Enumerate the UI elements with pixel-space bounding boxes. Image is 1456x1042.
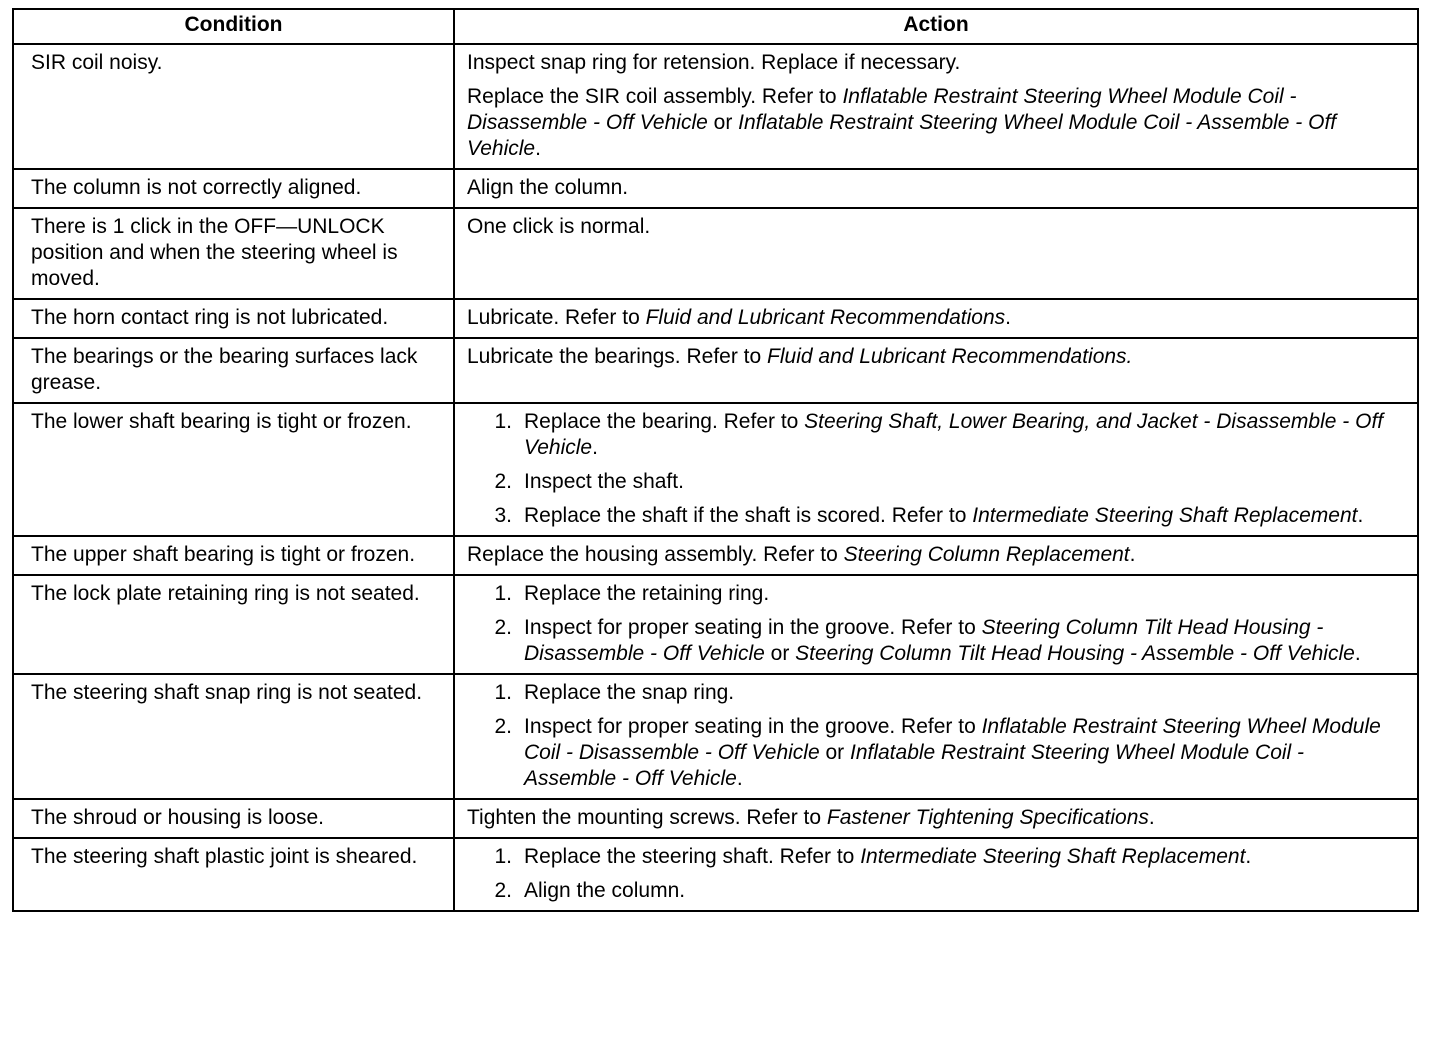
action-text: Replace the retaining ring. xyxy=(524,582,770,605)
table-header-row xyxy=(13,9,1418,44)
step-number: 2. xyxy=(494,616,512,639)
action-text: Inspect for proper seating in the groove. Refer to xyxy=(524,715,982,738)
action-cell xyxy=(454,575,1418,674)
action-text: or xyxy=(819,741,850,764)
reference-link-text: Fluid and Lubricant Recommendations. xyxy=(767,345,1133,368)
action-text: Tighten the mounting screws. Refer to xyxy=(467,806,827,829)
action-text: . xyxy=(736,767,743,790)
action-text: . xyxy=(1005,306,1011,329)
action-text: Replace the housing assembly. Refer to xyxy=(467,543,844,566)
reference-link-text: Fastener Tightening Specifications xyxy=(826,806,1149,829)
condition-cell: The steering shaft plastic joint is sheared. xyxy=(13,838,454,911)
step-number: 2. xyxy=(494,879,512,902)
condition-cell: The bearings or the bearing surfaces lack grease. xyxy=(13,338,454,403)
reference-link-text: Intermediate Steering Shaft Replacement xyxy=(860,845,1246,868)
step-text xyxy=(524,503,1395,529)
action-text: One click is normal. xyxy=(467,215,651,238)
action-step xyxy=(467,680,1395,706)
action-step xyxy=(467,581,1395,607)
reference-link-text: Fluid and Lubricant Recommendations xyxy=(645,306,1006,329)
condition-cell: SIR coil noisy. xyxy=(13,44,454,169)
action-cell xyxy=(454,674,1418,799)
table-body xyxy=(13,44,1418,911)
condition-action-table xyxy=(12,8,1419,912)
table-row xyxy=(13,403,1418,536)
action-text: . xyxy=(1245,845,1252,868)
condition-cell: The shroud or housing is loose. xyxy=(13,799,454,838)
action-text: Replace the snap ring. xyxy=(524,681,735,704)
step-text xyxy=(524,714,1395,792)
reference-link-text: Steering Shaft, Lower Bearing, and Jacket - Disassemble - Off Vehicle xyxy=(524,410,1384,459)
table-row xyxy=(13,169,1418,208)
table-row xyxy=(13,575,1418,674)
action-paragraph xyxy=(467,805,1395,831)
step-text xyxy=(524,581,1395,607)
action-step xyxy=(467,878,1395,904)
action-column-header: Action xyxy=(454,9,1418,44)
action-step xyxy=(467,409,1395,461)
table-row xyxy=(13,338,1418,403)
condition-cell: The column is not correctly aligned. xyxy=(13,169,454,208)
action-text: or xyxy=(764,642,796,665)
action-paragraph xyxy=(467,344,1395,370)
table-row xyxy=(13,838,1418,911)
action-step xyxy=(467,714,1395,792)
condition-cell: There is 1 click in the OFF—UNLOCK position and when the steering wheel is moved. xyxy=(13,208,454,299)
action-text: Replace the steering shaft. Refer to xyxy=(524,845,861,868)
action-step xyxy=(467,615,1395,667)
reference-link-text: Inflatable Restraint Steering Wheel Module Coil - Disassemble - Off Vehicle xyxy=(467,85,1297,134)
action-text: Lubricate. Refer to xyxy=(467,306,646,329)
table-row xyxy=(13,674,1418,799)
action-step xyxy=(467,503,1395,529)
step-number: 1. xyxy=(494,845,512,868)
step-number: 1. xyxy=(494,410,512,433)
reference-link-text: Steering Column Tilt Head Housing - Assemble - Off Vehicle xyxy=(795,642,1355,665)
step-number: 1. xyxy=(494,582,512,605)
step-text xyxy=(524,409,1395,461)
action-cell xyxy=(454,208,1418,299)
action-text: Inspect the shaft. xyxy=(524,470,684,493)
action-text: Align the column. xyxy=(524,879,686,902)
condition-cell: The upper shaft bearing is tight or frozen. xyxy=(13,536,454,575)
step-number: 3. xyxy=(494,504,512,527)
action-step xyxy=(467,469,1395,495)
action-text: . xyxy=(535,137,541,160)
table-row xyxy=(13,44,1418,169)
step-number: 1. xyxy=(494,681,512,704)
action-text: Lubricate the bearings. Refer to xyxy=(467,345,768,368)
action-text: or xyxy=(707,111,739,134)
action-paragraph xyxy=(467,214,1395,240)
action-text: . xyxy=(1354,642,1361,665)
table-row xyxy=(13,536,1418,575)
action-text: . xyxy=(1129,543,1136,566)
action-steps-list xyxy=(467,680,1395,792)
action-steps-list xyxy=(467,844,1395,904)
action-text: Replace the bearing. Refer to xyxy=(524,410,805,433)
condition-cell: The lower shaft bearing is tight or frozen. xyxy=(13,403,454,536)
action-paragraph xyxy=(467,84,1395,162)
table-row xyxy=(13,208,1418,299)
action-cell xyxy=(454,838,1418,911)
table-row xyxy=(13,299,1418,338)
action-paragraph xyxy=(467,305,1395,331)
action-text: Replace the SIR coil assembly. Refer to xyxy=(467,85,843,108)
step-text xyxy=(524,615,1395,667)
condition-cell: The steering shaft snap ring is not seated. xyxy=(13,674,454,799)
step-number: 2. xyxy=(494,715,512,738)
action-steps-list xyxy=(467,581,1395,667)
action-cell xyxy=(454,169,1418,208)
reference-link-text: Inflatable Restraint Steering Wheel Module Coil - Disassemble - Off Vehicle xyxy=(524,715,1381,764)
action-paragraph xyxy=(467,50,1395,76)
troubleshooting-page xyxy=(12,8,1417,912)
action-cell xyxy=(454,338,1418,403)
action-cell xyxy=(454,44,1418,169)
step-text xyxy=(524,844,1395,870)
condition-cell: The lock plate retaining ring is not seated. xyxy=(13,575,454,674)
action-steps-list xyxy=(467,409,1395,529)
action-cell xyxy=(454,799,1418,838)
step-number: 2. xyxy=(494,470,512,493)
action-cell xyxy=(454,536,1418,575)
action-text: . xyxy=(1357,504,1364,527)
action-text: Inspect for proper seating in the groove. Refer to xyxy=(524,616,982,639)
action-cell xyxy=(454,403,1418,536)
action-cell xyxy=(454,299,1418,338)
action-text: . xyxy=(1148,806,1155,829)
table-row xyxy=(13,799,1418,838)
action-text: Replace the shaft if the shaft is scored. Refer to xyxy=(524,504,973,527)
reference-link-text: Steering Column Replacement xyxy=(843,543,1130,566)
action-text: Inspect snap ring for retension. Replace if necessary. xyxy=(467,51,961,74)
reference-link-text: Steering Column Tilt Head Housing - Disassemble - Off Vehicle xyxy=(524,616,1324,665)
step-text xyxy=(524,469,1395,495)
action-paragraph xyxy=(467,542,1395,568)
action-text: Align the column. xyxy=(467,176,629,199)
reference-link-text: Inflatable Restraint Steering Wheel Module Coil - Assemble - Off Vehicle xyxy=(524,741,1305,790)
condition-cell: The horn contact ring is not lubricated. xyxy=(13,299,454,338)
condition-column-header: Condition xyxy=(13,9,454,44)
action-paragraph xyxy=(467,175,1395,201)
action-step xyxy=(467,844,1395,870)
reference-link-text: Inflatable Restraint Steering Wheel Module Coil - Assemble - Off Vehicle xyxy=(467,111,1337,160)
step-text xyxy=(524,680,1395,706)
reference-link-text: Intermediate Steering Shaft Replacement xyxy=(972,504,1358,527)
step-text xyxy=(524,878,1395,904)
action-text: . xyxy=(592,436,598,459)
